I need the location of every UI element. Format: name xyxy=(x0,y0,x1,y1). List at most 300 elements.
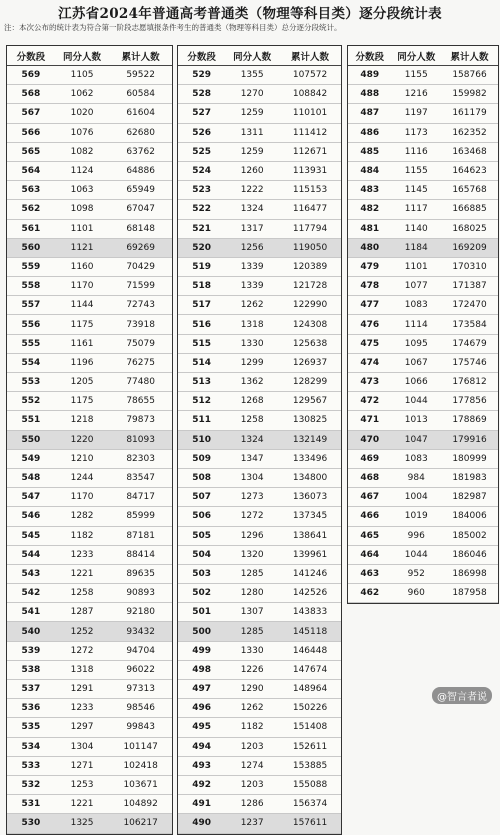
cumulative-cell: 67047 xyxy=(109,200,172,219)
table-row xyxy=(178,564,341,583)
cumulative-cell: 137345 xyxy=(279,507,341,526)
same-count-cell: 1221 xyxy=(55,564,109,583)
cumulative-cell: 65949 xyxy=(109,181,172,200)
table-row xyxy=(7,737,172,756)
cumulative-cell: 152611 xyxy=(279,737,341,756)
cumulative-cell: 84717 xyxy=(109,488,172,507)
cumulative-cell: 187958 xyxy=(441,584,498,603)
cumulative-cell: 90893 xyxy=(109,584,172,603)
table-header-row xyxy=(7,46,172,66)
table-row xyxy=(348,238,498,257)
score-cell: 544 xyxy=(7,545,55,564)
table-row xyxy=(178,315,341,334)
score-cell: 469 xyxy=(348,449,392,468)
same-count-cell: 1044 xyxy=(392,545,442,564)
score-cell: 535 xyxy=(7,718,55,737)
score-cell: 501 xyxy=(178,603,225,622)
same-count-cell: 1273 xyxy=(225,488,279,507)
score-cell: 506 xyxy=(178,507,225,526)
score-cell: 507 xyxy=(178,488,225,507)
score-cell: 522 xyxy=(178,200,225,219)
same-count-cell: 1004 xyxy=(392,488,442,507)
cumulative-cell: 68148 xyxy=(109,219,172,238)
same-count-cell: 1144 xyxy=(55,296,109,315)
cumulative-cell: 159982 xyxy=(441,85,498,104)
score-cell: 532 xyxy=(7,775,55,794)
same-count-cell: 1285 xyxy=(225,564,279,583)
cumulative-cell: 62680 xyxy=(109,123,172,142)
cumulative-cell: 119050 xyxy=(279,238,341,257)
cumulative-cell: 73918 xyxy=(109,315,172,334)
header-score: 分数段 xyxy=(178,46,225,66)
cumulative-cell: 83547 xyxy=(109,468,172,487)
score-cell: 483 xyxy=(348,181,392,200)
table-header-row xyxy=(348,46,498,66)
same-count-cell: 1286 xyxy=(225,795,279,814)
cumulative-cell: 92180 xyxy=(109,603,172,622)
score-cell: 472 xyxy=(348,392,392,411)
table-row xyxy=(178,66,341,85)
table-row xyxy=(178,104,341,123)
score-cell: 473 xyxy=(348,373,392,392)
score-cell: 515 xyxy=(178,334,225,353)
table-row xyxy=(7,161,172,180)
same-count-cell: 1362 xyxy=(225,373,279,392)
cumulative-cell: 171387 xyxy=(441,277,498,296)
cumulative-cell: 61604 xyxy=(109,104,172,123)
cumulative-cell: 122990 xyxy=(279,296,341,315)
same-count-cell: 1317 xyxy=(225,219,279,238)
cumulative-cell: 162352 xyxy=(441,123,498,142)
same-count-cell: 1044 xyxy=(392,392,442,411)
same-count-cell: 1101 xyxy=(55,219,109,238)
score-cell: 537 xyxy=(7,680,55,699)
cumulative-cell: 69269 xyxy=(109,238,172,257)
score-cell: 500 xyxy=(178,622,225,641)
cumulative-cell: 112671 xyxy=(279,142,341,161)
same-count-cell: 1304 xyxy=(55,737,109,756)
same-count-cell: 1268 xyxy=(225,392,279,411)
score-cell: 492 xyxy=(178,775,225,794)
score-cell: 551 xyxy=(7,411,55,430)
cumulative-cell: 124308 xyxy=(279,315,341,334)
table-row xyxy=(7,277,172,296)
cumulative-cell: 185002 xyxy=(441,526,498,545)
cumulative-cell: 94704 xyxy=(109,641,172,660)
same-count-cell: 1272 xyxy=(225,507,279,526)
cumulative-cell: 111412 xyxy=(279,123,341,142)
score-cell: 518 xyxy=(178,277,225,296)
score-cell: 470 xyxy=(348,430,392,449)
same-count-cell: 1216 xyxy=(392,85,442,104)
table-row xyxy=(7,795,172,814)
table-row xyxy=(348,430,498,449)
same-count-cell: 1076 xyxy=(55,123,109,142)
table-row xyxy=(178,353,341,372)
same-count-cell: 1114 xyxy=(392,315,442,334)
same-count-cell: 1196 xyxy=(55,353,109,372)
cumulative-cell: 153885 xyxy=(279,756,341,775)
score-cell: 505 xyxy=(178,526,225,545)
same-count-cell: 1244 xyxy=(55,468,109,487)
score-cell: 476 xyxy=(348,315,392,334)
cumulative-cell: 161179 xyxy=(441,104,498,123)
same-count-cell: 1222 xyxy=(225,181,279,200)
cumulative-cell: 63762 xyxy=(109,142,172,161)
same-count-cell: 1140 xyxy=(392,219,442,238)
same-count-cell: 1339 xyxy=(225,277,279,296)
cumulative-cell: 93432 xyxy=(109,622,172,641)
header-cumulative: 累计人数 xyxy=(441,46,498,66)
table-row xyxy=(178,468,341,487)
score-cell: 499 xyxy=(178,641,225,660)
score-cell: 468 xyxy=(348,468,392,487)
score-cell: 560 xyxy=(7,238,55,257)
same-count-cell: 1098 xyxy=(55,200,109,219)
same-count-cell: 1287 xyxy=(55,603,109,622)
same-count-cell: 1218 xyxy=(55,411,109,430)
table-row xyxy=(7,468,172,487)
cumulative-cell: 184006 xyxy=(441,507,498,526)
score-cell: 511 xyxy=(178,411,225,430)
cumulative-cell: 179916 xyxy=(441,430,498,449)
cumulative-cell: 87181 xyxy=(109,526,172,545)
same-count-cell: 1260 xyxy=(225,161,279,180)
same-count-cell: 1095 xyxy=(392,334,442,353)
page-title: 江苏省2024年普通高考普通类（物理等科目类）逐分段统计表 xyxy=(58,6,442,22)
table-row xyxy=(7,584,172,603)
table-row xyxy=(178,219,341,238)
cumulative-cell: 107572 xyxy=(279,66,341,85)
table-row xyxy=(7,353,172,372)
score-cell: 533 xyxy=(7,756,55,775)
score-cell: 514 xyxy=(178,353,225,372)
header-score: 分数段 xyxy=(7,46,55,66)
table-row xyxy=(7,373,172,392)
table-row xyxy=(348,315,498,334)
table-row xyxy=(7,181,172,200)
same-count-cell: 984 xyxy=(392,468,442,487)
score-cell: 565 xyxy=(7,142,55,161)
same-count-cell: 1101 xyxy=(392,257,442,276)
same-count-cell: 1270 xyxy=(225,85,279,104)
score-cell: 494 xyxy=(178,737,225,756)
same-count-cell: 1307 xyxy=(225,603,279,622)
table-row xyxy=(7,296,172,315)
same-count-cell: 1324 xyxy=(225,200,279,219)
same-count-cell: 1019 xyxy=(392,507,442,526)
same-count-cell: 1197 xyxy=(392,104,442,123)
cumulative-cell: 96022 xyxy=(109,660,172,679)
same-count-cell: 1047 xyxy=(392,430,442,449)
table-row xyxy=(178,85,341,104)
score-cell: 466 xyxy=(348,507,392,526)
table-row xyxy=(348,411,498,430)
header-same-count: 同分人数 xyxy=(392,46,442,66)
score-cell: 488 xyxy=(348,85,392,104)
same-count-cell: 1105 xyxy=(55,66,109,85)
same-count-cell: 1304 xyxy=(225,468,279,487)
cumulative-cell: 125638 xyxy=(279,334,341,353)
same-count-cell: 1082 xyxy=(55,142,109,161)
cumulative-cell: 128299 xyxy=(279,373,341,392)
score-cell: 487 xyxy=(348,104,392,123)
same-count-cell: 1311 xyxy=(225,123,279,142)
cumulative-cell: 165768 xyxy=(441,181,498,200)
table-row xyxy=(348,488,498,507)
cumulative-cell: 81093 xyxy=(109,430,172,449)
table-row xyxy=(348,257,498,276)
cumulative-cell: 98546 xyxy=(109,699,172,718)
score-cell: 475 xyxy=(348,334,392,353)
table-row xyxy=(348,449,498,468)
same-count-cell: 1062 xyxy=(55,85,109,104)
table-row xyxy=(7,411,172,430)
score-cell: 471 xyxy=(348,411,392,430)
score-cell: 519 xyxy=(178,257,225,276)
cumulative-cell: 186046 xyxy=(441,545,498,564)
same-count-cell: 1013 xyxy=(392,411,442,430)
table-row xyxy=(178,488,341,507)
same-count-cell: 1145 xyxy=(392,181,442,200)
cumulative-cell: 176812 xyxy=(441,373,498,392)
cumulative-cell: 59522 xyxy=(109,66,172,85)
cumulative-cell: 97313 xyxy=(109,680,172,699)
same-count-cell: 1258 xyxy=(55,584,109,603)
same-count-cell: 1325 xyxy=(55,814,109,833)
table-row xyxy=(178,795,341,814)
same-count-cell: 1330 xyxy=(225,641,279,660)
same-count-cell: 1318 xyxy=(55,660,109,679)
score-cell: 526 xyxy=(178,123,225,142)
same-count-cell: 1297 xyxy=(55,718,109,737)
same-count-cell: 1355 xyxy=(225,66,279,85)
table-row xyxy=(7,66,172,85)
table-row xyxy=(178,699,341,718)
score-cell: 546 xyxy=(7,507,55,526)
cumulative-cell: 136073 xyxy=(279,488,341,507)
table-row xyxy=(178,737,341,756)
table-row xyxy=(7,526,172,545)
same-count-cell: 952 xyxy=(392,564,442,583)
table-row xyxy=(7,123,172,142)
cumulative-cell: 117794 xyxy=(279,219,341,238)
cumulative-cell: 177856 xyxy=(441,392,498,411)
score-cell: 502 xyxy=(178,584,225,603)
same-count-cell: 1063 xyxy=(55,181,109,200)
footnote: 注：本次公布的统计表为符合第一阶段志愿填报条件考生的普通类（物理等科目类）总分逐分段统计。 xyxy=(4,23,342,32)
score-cell: 531 xyxy=(7,795,55,814)
cumulative-cell: 175746 xyxy=(441,353,498,372)
table-row xyxy=(7,200,172,219)
cumulative-cell: 110101 xyxy=(279,104,341,123)
table-row xyxy=(348,200,498,219)
cumulative-cell: 103671 xyxy=(109,775,172,794)
same-count-cell: 1083 xyxy=(392,449,442,468)
cumulative-cell: 113931 xyxy=(279,161,341,180)
score-cell: 491 xyxy=(178,795,225,814)
cumulative-cell: 76275 xyxy=(109,353,172,372)
score-cell: 478 xyxy=(348,277,392,296)
table-row xyxy=(348,545,498,564)
same-count-cell: 1170 xyxy=(55,488,109,507)
table-row xyxy=(7,680,172,699)
header-same-count: 同分人数 xyxy=(55,46,109,66)
score-cell: 496 xyxy=(178,699,225,718)
cumulative-cell: 101147 xyxy=(109,737,172,756)
score-cell: 552 xyxy=(7,392,55,411)
score-cell: 520 xyxy=(178,238,225,257)
score-table-column-1 xyxy=(6,45,173,835)
score-cell: 497 xyxy=(178,680,225,699)
header-same-count: 同分人数 xyxy=(225,46,279,66)
same-count-cell: 1121 xyxy=(55,238,109,257)
cumulative-cell: 172470 xyxy=(441,296,498,315)
score-cell: 486 xyxy=(348,123,392,142)
same-count-cell: 1205 xyxy=(55,373,109,392)
score-cell: 498 xyxy=(178,660,225,679)
cumulative-cell: 75079 xyxy=(109,334,172,353)
cumulative-cell: 134800 xyxy=(279,468,341,487)
cumulative-cell: 88414 xyxy=(109,545,172,564)
table-row xyxy=(348,353,498,372)
header-cumulative: 累计人数 xyxy=(109,46,172,66)
cumulative-cell: 78655 xyxy=(109,392,172,411)
score-cell: 538 xyxy=(7,660,55,679)
score-cell: 465 xyxy=(348,526,392,545)
score-cell: 463 xyxy=(348,564,392,583)
score-cell: 490 xyxy=(178,814,225,833)
table-row xyxy=(178,775,341,794)
score-cell: 482 xyxy=(348,200,392,219)
same-count-cell: 1203 xyxy=(225,737,279,756)
table-row xyxy=(7,545,172,564)
table-row xyxy=(348,104,498,123)
score-cell: 561 xyxy=(7,219,55,238)
same-count-cell: 1083 xyxy=(392,296,442,315)
table-row xyxy=(7,603,172,622)
same-count-cell: 1259 xyxy=(225,104,279,123)
table-row xyxy=(348,564,498,583)
table-row xyxy=(7,334,172,353)
cumulative-cell: 168025 xyxy=(441,219,498,238)
score-cell: 524 xyxy=(178,161,225,180)
table-row xyxy=(7,430,172,449)
table-row xyxy=(178,238,341,257)
score-cell: 530 xyxy=(7,814,55,833)
same-count-cell: 1291 xyxy=(55,680,109,699)
score-cell: 549 xyxy=(7,449,55,468)
score-cell: 557 xyxy=(7,296,55,315)
score-cell: 545 xyxy=(7,526,55,545)
cumulative-cell: 60584 xyxy=(109,85,172,104)
cumulative-cell: 70429 xyxy=(109,257,172,276)
same-count-cell: 1203 xyxy=(225,775,279,794)
score-cell: 508 xyxy=(178,468,225,487)
table-row xyxy=(178,718,341,737)
cumulative-cell: 129567 xyxy=(279,392,341,411)
cumulative-cell: 64886 xyxy=(109,161,172,180)
score-cell: 493 xyxy=(178,756,225,775)
cumulative-cell: 79873 xyxy=(109,411,172,430)
cumulative-cell: 186998 xyxy=(441,564,498,583)
cumulative-cell: 156374 xyxy=(279,795,341,814)
same-count-cell: 1253 xyxy=(55,775,109,794)
score-cell: 484 xyxy=(348,161,392,180)
same-count-cell: 1182 xyxy=(55,526,109,545)
cumulative-cell: 158766 xyxy=(441,66,498,85)
header-cumulative: 累计人数 xyxy=(279,46,341,66)
same-count-cell: 1262 xyxy=(225,296,279,315)
same-count-cell: 1170 xyxy=(55,277,109,296)
cumulative-cell: 85999 xyxy=(109,507,172,526)
table-row xyxy=(348,507,498,526)
table-row xyxy=(178,200,341,219)
cumulative-cell: 99843 xyxy=(109,718,172,737)
score-cell: 527 xyxy=(178,104,225,123)
score-cell: 541 xyxy=(7,603,55,622)
cumulative-cell: 116477 xyxy=(279,200,341,219)
table-row xyxy=(178,680,341,699)
score-cell: 513 xyxy=(178,373,225,392)
table-row xyxy=(7,507,172,526)
table-row xyxy=(348,219,498,238)
table-row xyxy=(348,85,498,104)
score-cell: 504 xyxy=(178,545,225,564)
table-row xyxy=(178,622,341,641)
score-cell: 528 xyxy=(178,85,225,104)
table-row xyxy=(178,411,341,430)
cumulative-cell: 157611 xyxy=(279,814,341,833)
same-count-cell: 1155 xyxy=(392,66,442,85)
table-row xyxy=(7,641,172,660)
score-cell: 462 xyxy=(348,584,392,603)
same-count-cell: 1077 xyxy=(392,277,442,296)
score-cell: 550 xyxy=(7,430,55,449)
table-row xyxy=(348,296,498,315)
score-cell: 495 xyxy=(178,718,225,737)
same-count-cell: 1155 xyxy=(392,161,442,180)
cumulative-cell: 142526 xyxy=(279,584,341,603)
same-count-cell: 1280 xyxy=(225,584,279,603)
table-row xyxy=(348,123,498,142)
same-count-cell: 1258 xyxy=(225,411,279,430)
cumulative-cell: 71599 xyxy=(109,277,172,296)
same-count-cell: 1124 xyxy=(55,161,109,180)
cumulative-cell: 121728 xyxy=(279,277,341,296)
same-count-cell: 1262 xyxy=(225,699,279,718)
table-row xyxy=(178,161,341,180)
table-row xyxy=(7,315,172,334)
same-count-cell: 1160 xyxy=(55,257,109,276)
table-row xyxy=(7,775,172,794)
score-cell: 509 xyxy=(178,449,225,468)
score-cell: 543 xyxy=(7,564,55,583)
table-row xyxy=(178,277,341,296)
table-row xyxy=(178,296,341,315)
score-cell: 521 xyxy=(178,219,225,238)
table-row xyxy=(348,142,498,161)
same-count-cell: 1184 xyxy=(392,238,442,257)
table-row xyxy=(348,526,498,545)
score-cell: 489 xyxy=(348,66,392,85)
table-row xyxy=(7,814,172,833)
same-count-cell: 996 xyxy=(392,526,442,545)
score-cell: 547 xyxy=(7,488,55,507)
cumulative-cell: 115153 xyxy=(279,181,341,200)
score-cell: 516 xyxy=(178,315,225,334)
cumulative-cell: 174679 xyxy=(441,334,498,353)
